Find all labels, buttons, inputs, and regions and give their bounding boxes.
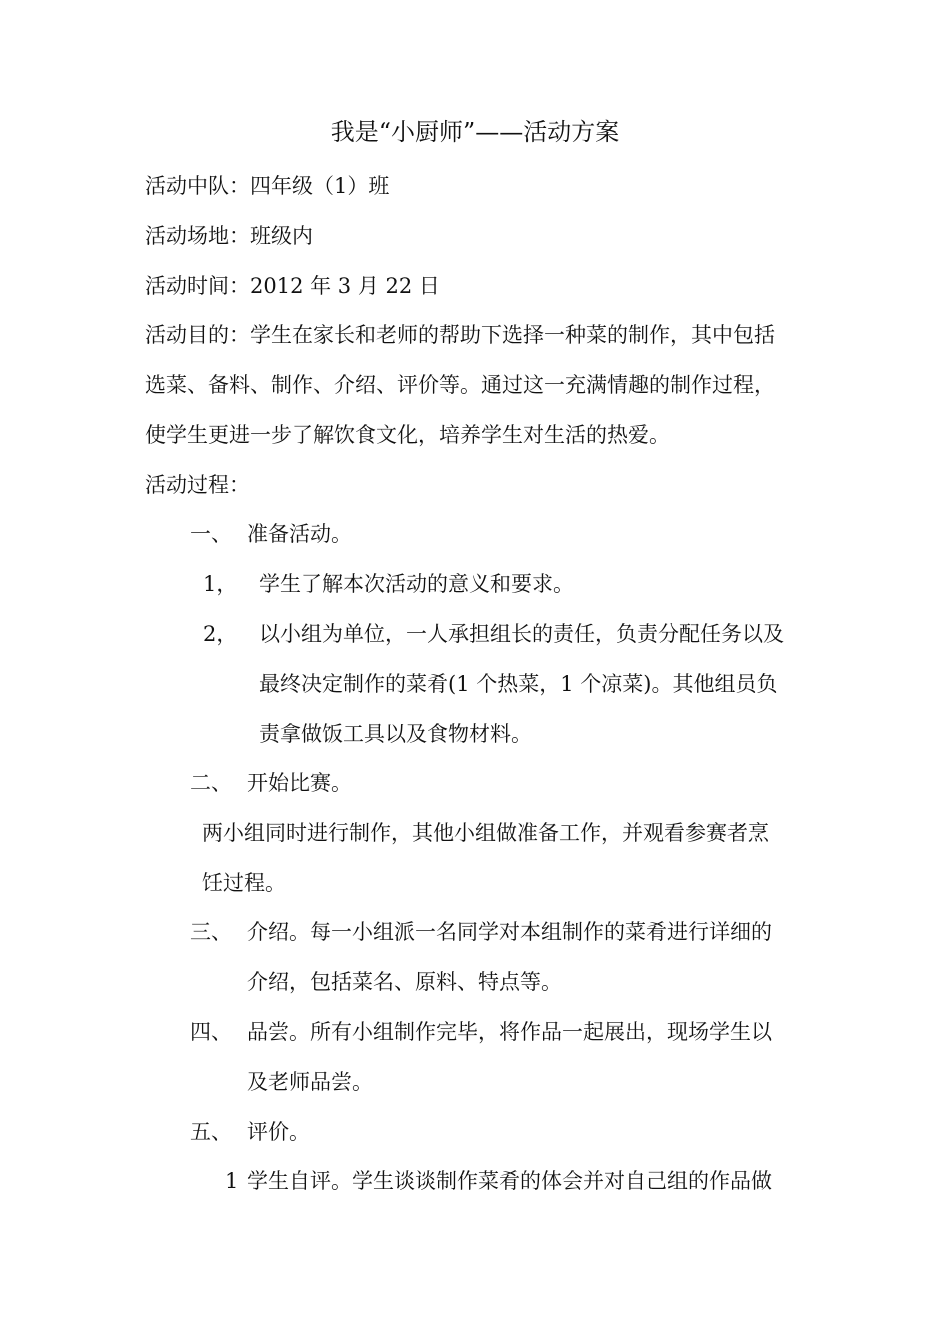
item-line: 最终决定制作的菜肴(1 个热菜，1 个凉菜)。其他组员负 xyxy=(259,672,778,696)
item-line: 以小组为单位，一人承担组长的责任，负责分配任务以及 xyxy=(259,622,784,646)
section-line: 介绍，包括菜名、原料、特点等。 xyxy=(247,970,562,994)
section-marker: 四、 xyxy=(190,1020,232,1044)
item-number: 1 xyxy=(225,1169,239,1193)
field-date: 活动时间：2012 年 3 月 22 日 xyxy=(145,274,440,298)
section-line: 介绍。每一小组派一名同学对本组制作的菜肴进行详细的 xyxy=(247,920,772,944)
item-line: 学生了解本次活动的意义和要求。 xyxy=(259,572,574,596)
purpose-line: 活动目的：学生在家长和老师的帮助下选择一种菜的制作，其中包括 xyxy=(145,323,775,347)
field-venue: 活动场地：班级内 xyxy=(145,224,313,248)
document-title: 我是“小厨师”——活动方案 xyxy=(330,118,620,146)
section-body-line: 饪过程。 xyxy=(202,871,286,895)
section-heading: 准备活动。 xyxy=(247,522,352,546)
section-line: 及老师品尝。 xyxy=(247,1070,373,1094)
section-heading: 评价。 xyxy=(247,1120,310,1144)
item-line: 学生自评。学生谈谈制作菜肴的体会并对自己组的作品做 xyxy=(247,1169,772,1193)
section-body-line: 两小组同时进行制作，其他小组做准备工作，并观看参赛者烹 xyxy=(202,821,769,845)
section-marker: 一、 xyxy=(190,522,232,546)
purpose-line: 选菜、备料、制作、介绍、评价等。通过这一充满情趣的制作过程， xyxy=(145,373,775,397)
item-line: 责拿做饭工具以及食物材料。 xyxy=(259,722,532,746)
field-team: 活动中队：四年级（1）班 xyxy=(145,174,390,198)
section-heading: 开始比赛。 xyxy=(247,771,352,795)
section-line: 品尝。所有小组制作完毕，将作品一起展出，现场学生以 xyxy=(247,1020,772,1044)
process-label: 活动过程： xyxy=(145,473,250,497)
purpose-line: 使学生更进一步了解饮食文化，培养学生对生活的热爱。 xyxy=(145,423,670,447)
section-marker: 五、 xyxy=(190,1120,232,1144)
item-number: 2， xyxy=(203,622,238,646)
item-number: 1， xyxy=(203,572,238,596)
section-marker: 三、 xyxy=(190,920,232,944)
section-marker: 二、 xyxy=(190,771,232,795)
